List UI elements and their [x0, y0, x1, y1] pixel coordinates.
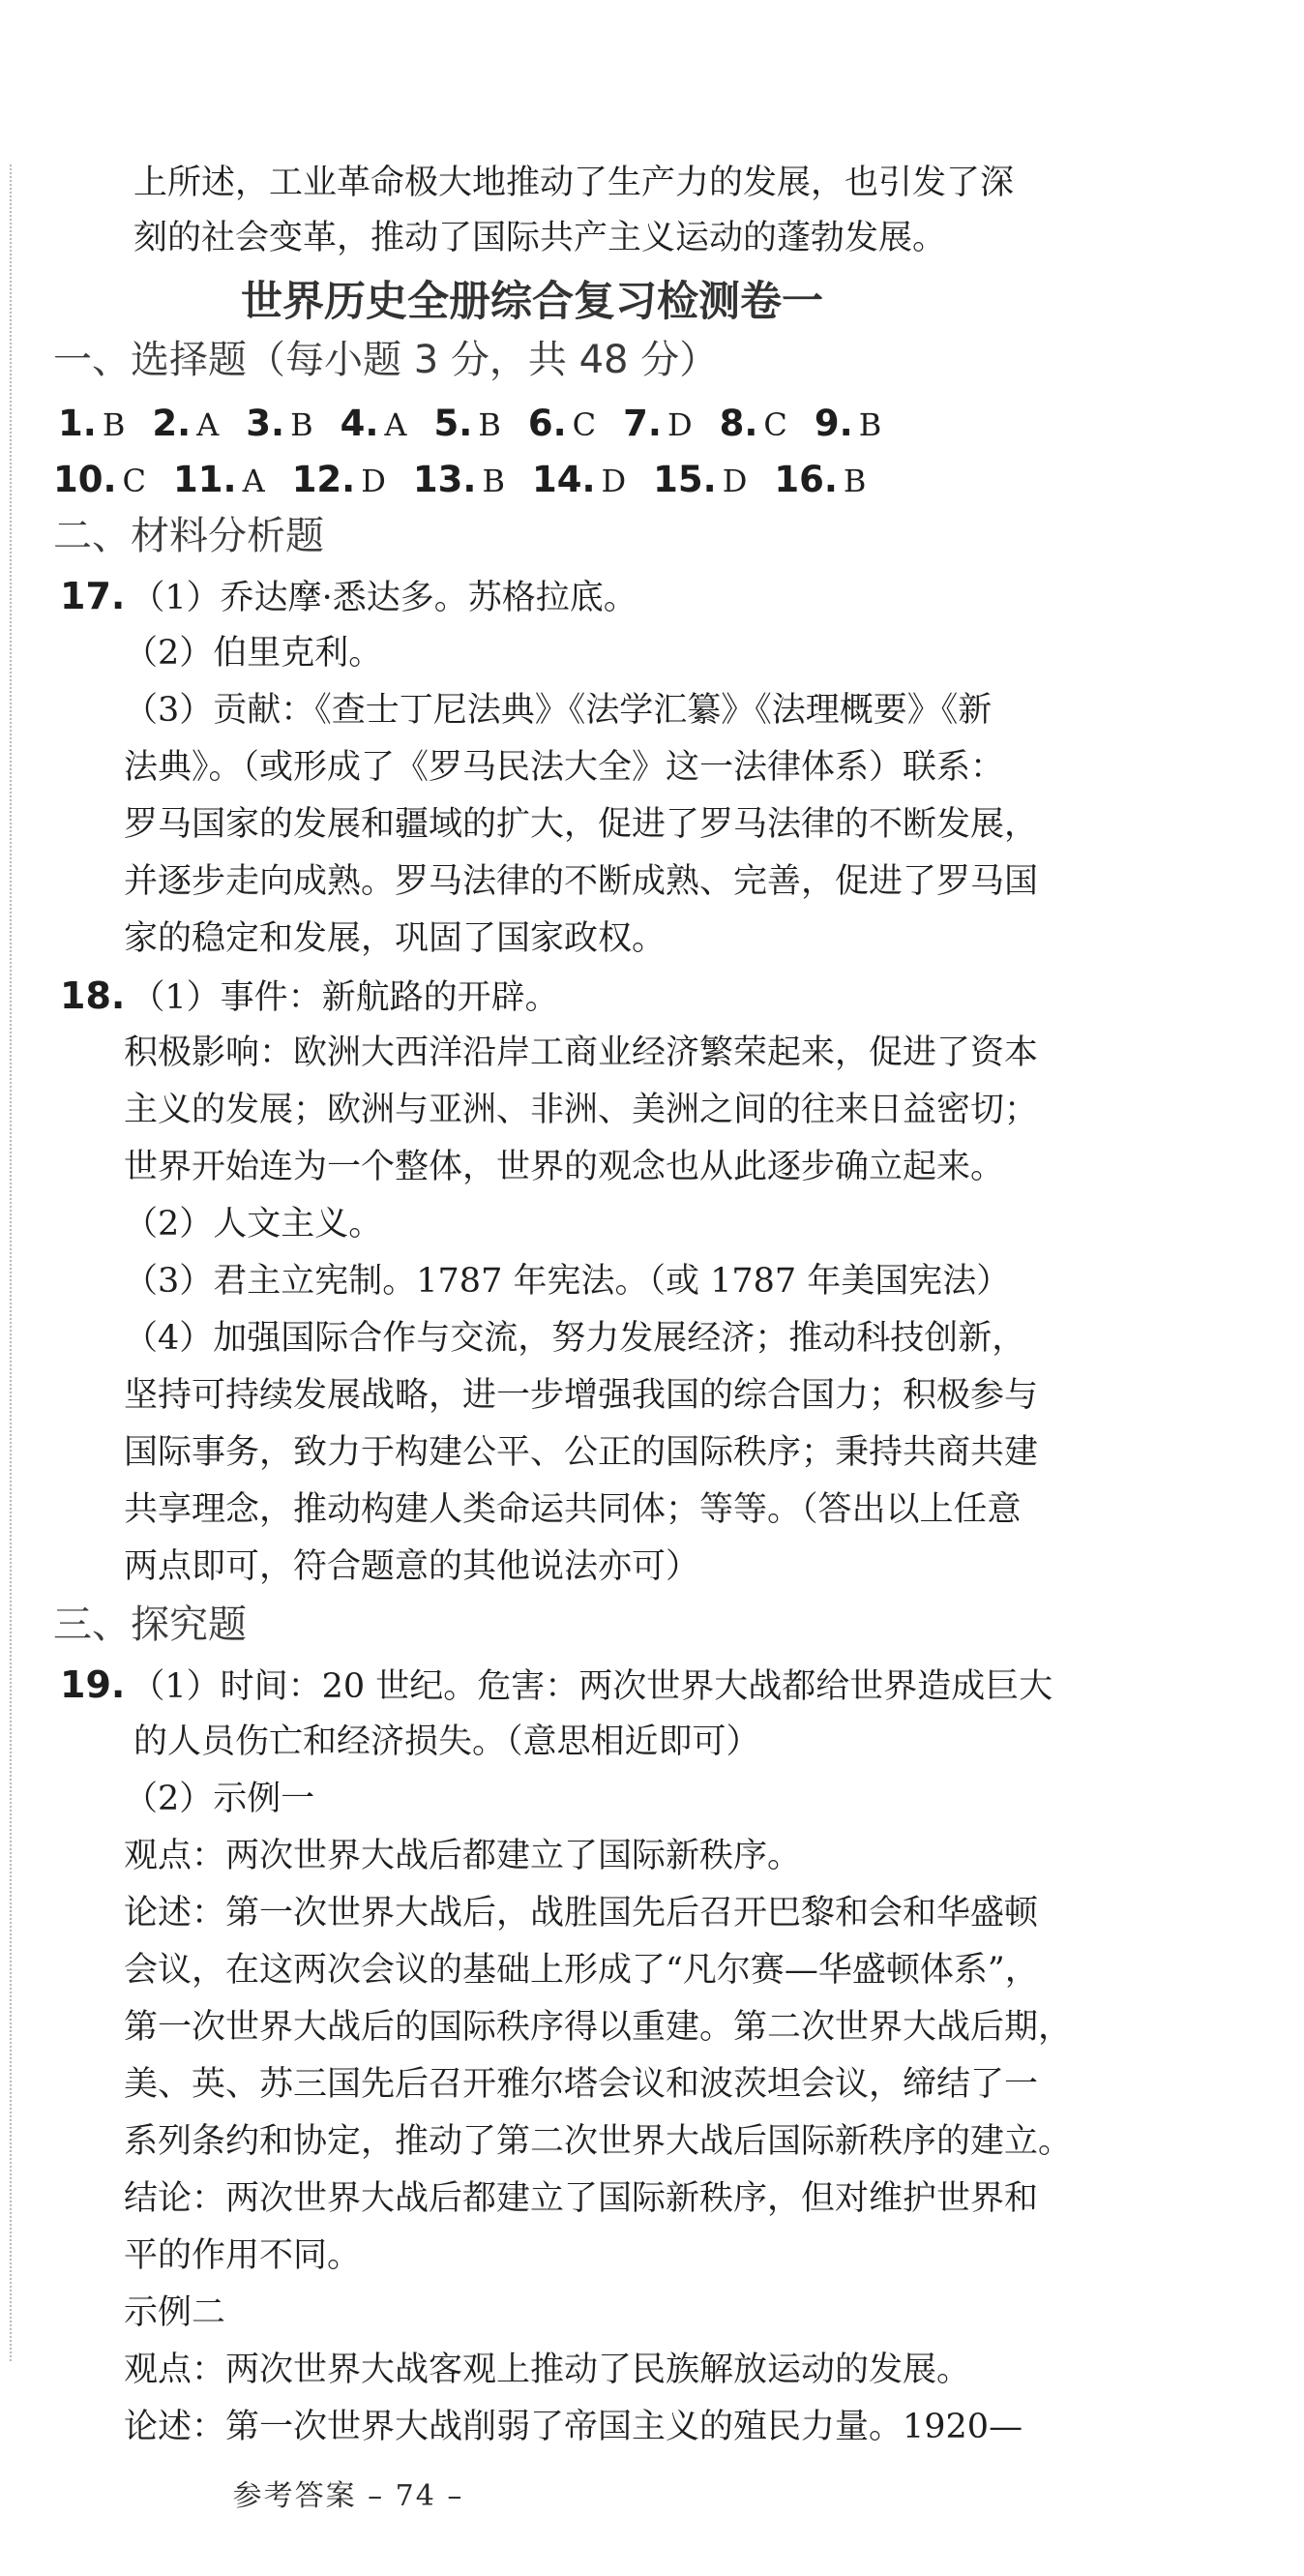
- answer-letter: D: [722, 463, 748, 499]
- answer-item: [815, 400, 881, 455]
- answer-letter: D: [361, 463, 386, 499]
- q18-line-2: 积极影响：欧洲大西洋沿岸工商业经济繁荣起来，促进了资本: [124, 1033, 1039, 1072]
- answer-letter: B: [858, 406, 882, 443]
- q17-line-1: [60, 573, 637, 621]
- q19-line-6: 会议，在这两次会议的基础上形成了“凡尔赛—华盛顿体系”，: [124, 1951, 1039, 1990]
- answer-item: [341, 400, 407, 455]
- q18-line-4: 世界开始连为一个整体，世界的观念也从此逐步确立起来。: [124, 1148, 1005, 1186]
- answer-item: [774, 456, 866, 511]
- q17-line-4: 法典》。（或形成了《罗马民法大全》这一法律体系）联系：: [124, 748, 1005, 787]
- q18-line-6: （3）君主立宪制。1787 年宪法。（或 1787 年美国宪法）: [124, 1262, 1011, 1301]
- section-heading-inquiry: 三、探究题: [53, 1603, 247, 1647]
- q19-line-11: 平的作用不同。: [124, 2236, 362, 2275]
- q18-line-11: 两点即可，符合题意的其他说法亦可）: [124, 1547, 700, 1586]
- q19-line-5: 论述：第一次世界大战后，战胜国先后召开巴黎和会和华盛顿: [124, 1894, 1039, 1932]
- answer-letter: B: [290, 406, 313, 443]
- answer-number: 3.: [246, 403, 285, 444]
- q19-line-13: 观点：两次世界大战客观上推动了民族解放运动的发展。: [124, 2351, 971, 2389]
- answers-row-1: [58, 400, 908, 455]
- q19-line-3: （2）示例一: [124, 1780, 315, 1818]
- answer-number: 13.: [412, 459, 477, 500]
- answer-number: 10.: [53, 459, 117, 500]
- q19-line-2: 的人员伤亡和经济损失。（意思相近即可）: [133, 1722, 760, 1761]
- answer-number: 5.: [433, 403, 473, 444]
- answer-item: [173, 456, 265, 511]
- answer-letter: A: [196, 406, 220, 443]
- answer-letter: C: [572, 406, 597, 443]
- q19-line-8: 美、英、苏三国先后召开雅尔塔会议和波茨坦会议，缔结了一: [124, 2065, 1039, 2104]
- answer-letter: D: [667, 406, 693, 443]
- q17-line-3: （3）贡献：《查士丁尼法典》《法学汇纂》《法理概要》《新: [124, 691, 993, 730]
- q19-line-12: 示例二: [124, 2293, 226, 2332]
- answer-number: 15.: [653, 459, 717, 500]
- q17-line-5: 罗马国家的发展和疆域的扩大，促进了罗马法律的不断发展，: [124, 805, 1039, 844]
- q17-line-6: 并逐步走向成熟。罗马法律的不断成熟、完善，促进了罗马国: [124, 862, 1039, 901]
- answer-number: 6.: [527, 403, 567, 444]
- q18-line-1: [60, 973, 559, 1021]
- answer-number: 7.: [623, 403, 662, 444]
- q18-line-7: （4）加强国际合作与交流，努力发展经济；推动科技创新，: [124, 1319, 1026, 1358]
- q19-line-1: [60, 1662, 1052, 1710]
- answer-number: 11.: [173, 459, 237, 500]
- section-heading-material: 二、材料分析题: [53, 514, 324, 558]
- q18-line-8: 坚持可持续发展战略，进一步增强我国的综合国力；积极参与: [124, 1376, 1039, 1415]
- answer-number: 14.: [531, 459, 596, 500]
- answer-letter: A: [242, 463, 265, 499]
- section-heading-choice: 一、选择题（每小题 3 分，共 48 分）: [53, 338, 719, 382]
- answer-number: 1.: [58, 403, 97, 444]
- answer-number: 16.: [774, 459, 838, 500]
- q17-text: （1）乔达摩·悉达多。苏格拉底。: [131, 579, 637, 617]
- answers-row-2: [53, 456, 893, 511]
- q19-line-10: 结论：两次世界大战后都建立了国际新秩序，但对维护世界和: [124, 2179, 1039, 2218]
- binding-margin-rule: [10, 165, 12, 2361]
- answer-item: [246, 400, 312, 455]
- answer-item: [292, 456, 386, 511]
- answer-item: [653, 456, 747, 511]
- answer-letter: B: [482, 463, 505, 499]
- answer-number: 9.: [814, 403, 853, 444]
- q18-line-9: 国际事务，致力于构建公平、公正的国际秩序；秉持共商共建: [124, 1433, 1039, 1472]
- answer-letter: C: [122, 463, 147, 499]
- answer-letter: A: [384, 406, 407, 443]
- q18-line-10: 共享理念，推动构建人类命运共同体；等等。（答出以上任意: [124, 1490, 1022, 1529]
- page-title: 世界历史全册综合复习检测卷一: [241, 278, 823, 326]
- q17-line-2: （2）伯里克利。: [124, 634, 383, 673]
- answer-item: [434, 400, 501, 455]
- answer-item: [720, 400, 787, 455]
- q19-line-9: 系列条约和协定，推动了第二次世界大战后国际新秩序的建立。: [124, 2122, 1073, 2161]
- answer-item: [528, 400, 596, 455]
- answer-item: [413, 456, 505, 511]
- question-number: 17.: [60, 575, 126, 617]
- q19-line-14: 论述：第一次世界大战削弱了帝国主义的殖民力量。1920—: [124, 2408, 1023, 2446]
- intro-line-2: 刻的社会变革，推动了国际共产主义运动的蓬勃发展。: [133, 219, 947, 257]
- answer-item: [53, 456, 146, 511]
- question-number: 19.: [60, 1663, 126, 1706]
- answer-letter: B: [102, 406, 126, 443]
- intro-line-1: 上所述，工业革命极大地推动了生产力的发展，也引发了深: [133, 164, 1015, 202]
- answer-item: [58, 400, 125, 455]
- answer-item: [623, 400, 692, 455]
- q17-line-7: 家的稳定和发展，巩固了国家政权。: [124, 919, 667, 958]
- page-footer: 参考答案 – 74 –: [232, 2479, 464, 2513]
- answer-item: [152, 400, 219, 455]
- answer-number: 2.: [152, 403, 192, 444]
- q19-line-7: 第一次世界大战后的国际秩序得以重建。第二次世界大战后期，: [124, 2008, 1073, 2047]
- answer-letter: D: [601, 463, 627, 499]
- q18-line-5: （2）人文主义。: [124, 1205, 383, 1243]
- answer-letter: B: [843, 463, 867, 499]
- q19-line-4: 观点：两次世界大战后都建立了国际新秩序。: [124, 1837, 802, 1875]
- q19-text: （1）时间：20 世纪。危害：两次世界大战都给世界造成巨大: [131, 1667, 1053, 1706]
- answer-number: 12.: [291, 459, 356, 500]
- question-number: 18.: [60, 974, 126, 1017]
- answer-letter: B: [478, 406, 501, 443]
- q18-line-3: 主义的发展；欧洲与亚洲、非洲、美洲之间的往来日益密切；: [124, 1091, 1039, 1129]
- answer-letter: C: [763, 406, 787, 443]
- answer-number: 8.: [719, 403, 758, 444]
- answer-number: 4.: [340, 403, 379, 444]
- q18-text: （1）事件：新航路的开辟。: [131, 978, 559, 1017]
- answer-item: [532, 456, 626, 511]
